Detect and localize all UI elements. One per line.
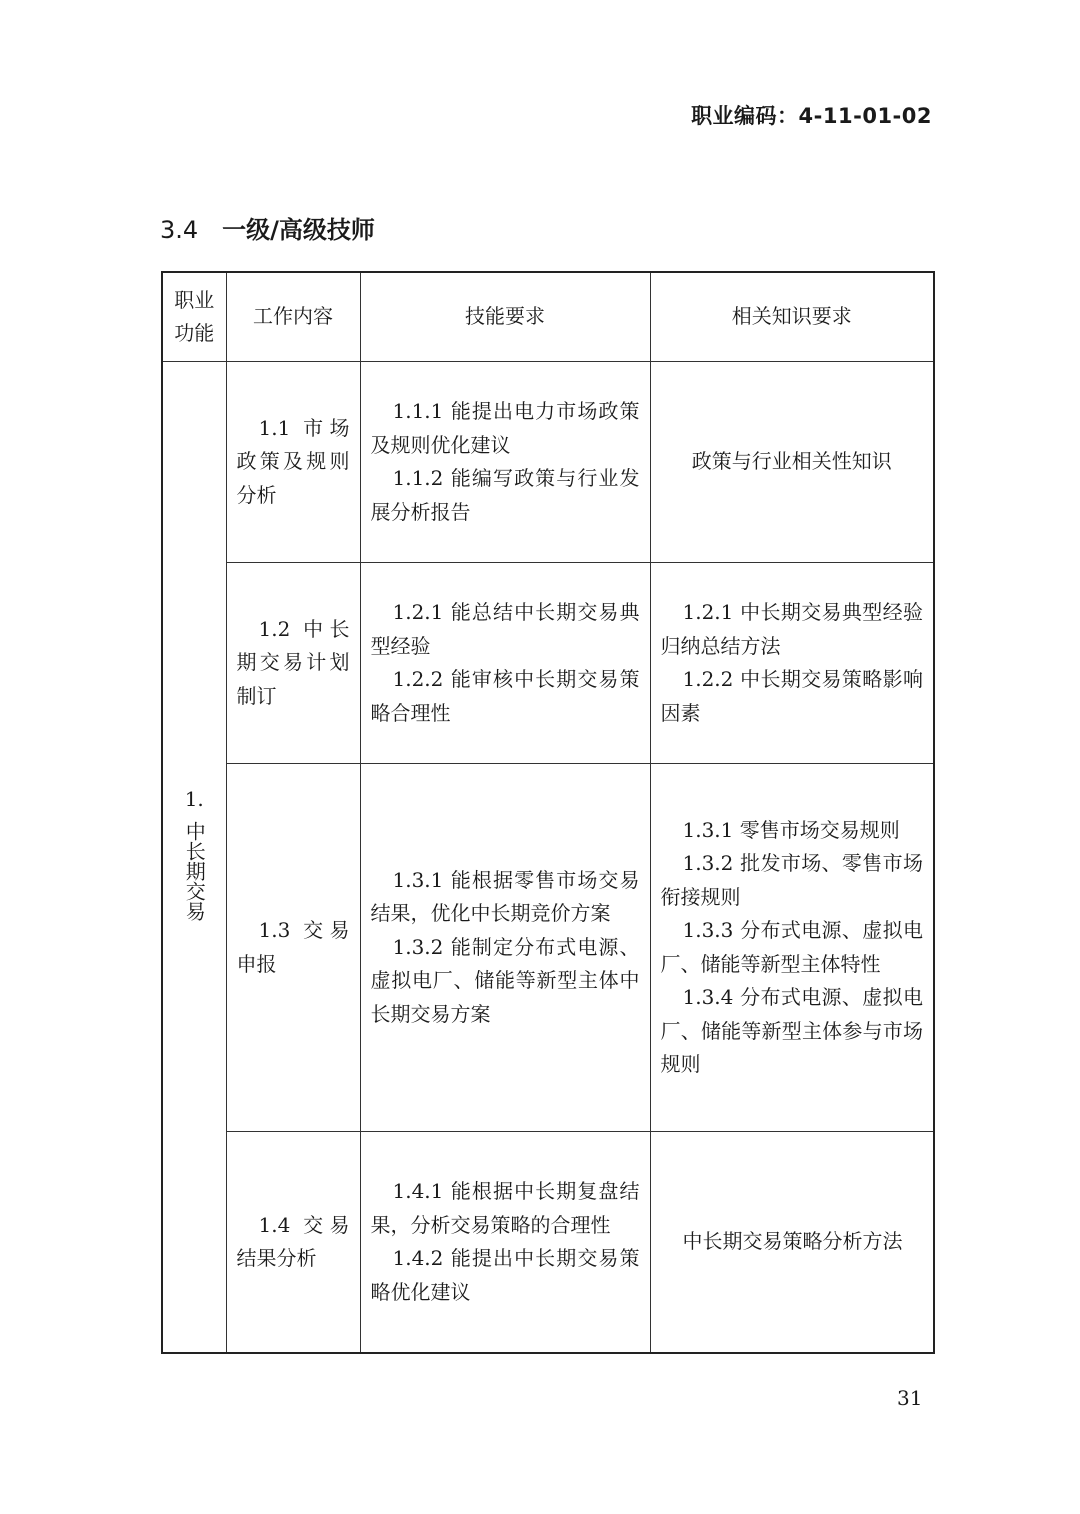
function-cell (162, 362, 226, 1354)
section-number: 3.4 (160, 216, 199, 244)
skill-item: 1.4.1 能根据中长期复盘结果，分析交易策略的合理性 (370, 1179, 640, 1237)
skill-item: 1.2.2 能审核中长期交易策略合理性 (370, 667, 640, 725)
knowledge-cell (650, 764, 934, 1132)
skill-item: 1.4.2 能提出中长期交易策略优化建议 (370, 1246, 640, 1304)
skill-cell (360, 362, 650, 563)
header-skill: 技能要求 (360, 272, 650, 362)
table-header-row (162, 272, 934, 362)
occupation-code: 职业编码：4-11-01-02 (691, 104, 932, 128)
work-text: 1.1 市场政策及规则分析 (236, 415, 350, 507)
table-row (162, 563, 934, 764)
knowledge-cell (650, 563, 934, 764)
skills-table (161, 271, 935, 1354)
skill-item: 1.1.2 能编写政策与行业发展分析报告 (370, 466, 640, 524)
skill-item: 1.3.2 能制定分布式电源、虚拟电厂、储能等新型主体中长期交易方案 (370, 934, 640, 1026)
work-text: 1.2 中长期交易计划制订 (236, 616, 350, 708)
knowledge-item: 1.2.1 中长期交易典型经验归纳总结方法 (660, 600, 923, 658)
table-row (162, 1132, 934, 1354)
header-knowledge: 相关知识要求 (650, 272, 934, 362)
work-text: 1.3 交易申报 (236, 918, 350, 976)
knowledge-item: 1.3.1 零售市场交易规则 (682, 817, 900, 842)
header-work: 工作内容 (226, 272, 360, 362)
skill-cell (360, 764, 650, 1132)
knowledge-cell (650, 1132, 934, 1354)
knowledge-item: 1.3.4 分布式电源、虚拟电厂、储能等新型主体参与市场规则 (660, 985, 923, 1076)
knowledge-item: 1.3.2 批发市场、零售市场衔接规则 (660, 851, 923, 909)
skill-item: 1.2.1 能总结中长期交易典型经验 (370, 600, 640, 658)
table-row (162, 362, 934, 563)
work-cell (226, 362, 360, 563)
section-title (160, 210, 375, 245)
function-label: 中长期交易 (182, 820, 207, 921)
knowledge-cell (650, 362, 934, 563)
page-number: 31 (897, 1386, 923, 1410)
knowledge-item: 1.3.3 分布式电源、虚拟电厂、储能等新型主体特性 (660, 918, 923, 976)
skill-cell (360, 1132, 650, 1354)
knowledge-item: 中长期交易策略分析方法 (682, 1229, 903, 1254)
work-cell (226, 563, 360, 764)
function-number: 1. (184, 787, 204, 811)
skill-item: 1.3.1 能根据零售市场交易结果，优化中长期竞价方案 (370, 867, 640, 926)
work-cell (226, 764, 360, 1132)
work-cell (226, 1132, 360, 1354)
section-label: 一级/高级技师 (222, 216, 375, 244)
skill-cell (360, 563, 650, 764)
work-text: 1.4 交易结果分析 (236, 1212, 350, 1270)
knowledge-item: 政策与行业相关性知识 (691, 449, 892, 474)
skill-item: 1.1.1 能提出电力市场政策及规则优化建议 (370, 399, 640, 457)
header-function: 职业功能 (162, 272, 226, 362)
knowledge-item: 1.2.2 中长期交易策略影响因素 (660, 667, 923, 725)
table-row (162, 764, 934, 1132)
